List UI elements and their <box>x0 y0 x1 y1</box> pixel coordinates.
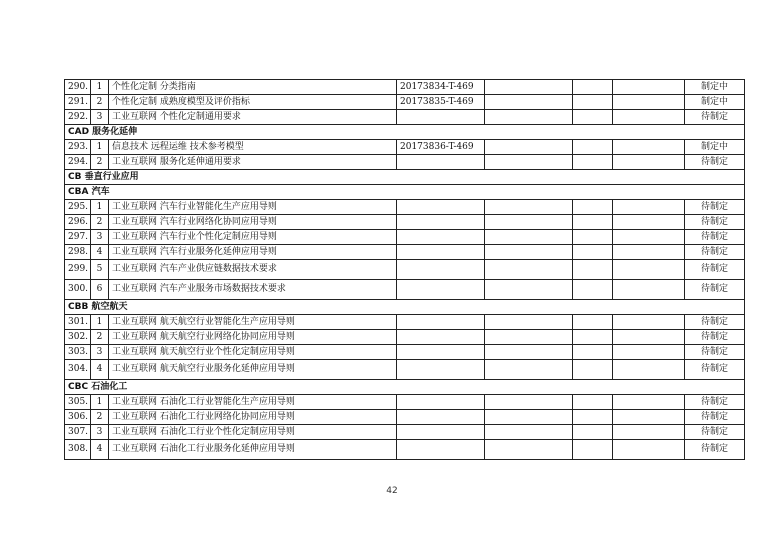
sub-number-cell: 4 <box>91 245 109 260</box>
status-cell: 待制定 <box>685 410 745 425</box>
blank-cell <box>485 155 573 170</box>
blank-cell <box>573 395 613 410</box>
table-row <box>65 345 745 360</box>
status-cell: 待制定 <box>685 110 745 125</box>
serial-number-cell: 295. <box>65 200 91 215</box>
blank-cell <box>573 140 613 155</box>
sub-number-cell: 6 <box>91 280 109 300</box>
serial-number-cell: 293. <box>65 140 91 155</box>
plan-number-cell <box>397 215 485 230</box>
blank-cell <box>613 315 685 330</box>
serial-number-cell: 307. <box>65 425 91 440</box>
blank-cell <box>573 200 613 215</box>
standard-name-cell: 工业互联网 石油化工行业个性化定制应用导则 <box>109 425 397 440</box>
sub-number-cell: 3 <box>91 230 109 245</box>
blank-cell <box>613 215 685 230</box>
table-row <box>65 245 745 260</box>
blank-cell <box>573 155 613 170</box>
table-row <box>65 140 745 155</box>
section-header-row <box>65 185 745 200</box>
status-cell: 待制定 <box>685 315 745 330</box>
section-title: CBC 石油化工 <box>65 380 745 395</box>
blank-cell <box>613 395 685 410</box>
blank-cell <box>573 230 613 245</box>
standard-name-cell: 工业互联网 航天航空行业个性化定制应用导则 <box>109 345 397 360</box>
standard-name-cell: 个性化定制 成熟度模型及评价指标 <box>109 95 397 110</box>
status-cell: 待制定 <box>685 395 745 410</box>
blank-cell <box>613 280 685 300</box>
sub-number-cell: 3 <box>91 425 109 440</box>
serial-number-cell: 304. <box>65 360 91 380</box>
section-title: CBB 航空航天 <box>65 300 745 315</box>
blank-cell <box>485 260 573 280</box>
serial-number-cell: 300. <box>65 280 91 300</box>
standard-name-cell: 工业互联网 个性化定制通用要求 <box>109 110 397 125</box>
blank-cell <box>485 440 573 460</box>
sub-number-cell: 2 <box>91 330 109 345</box>
table-row <box>65 230 745 245</box>
section-title: CBA 汽车 <box>65 185 745 200</box>
table-row <box>65 330 745 345</box>
standard-name-cell: 工业互联网 石油化工行业智能化生产应用导则 <box>109 395 397 410</box>
serial-number-cell: 299. <box>65 260 91 280</box>
standard-name-cell: 工业互联网 石油化工行业服务化延伸应用导则 <box>109 440 397 460</box>
table-row <box>65 440 745 460</box>
standard-name-cell: 工业互联网 航天航空行业网络化协同应用导则 <box>109 330 397 345</box>
serial-number-cell: 296. <box>65 215 91 230</box>
blank-cell <box>613 95 685 110</box>
standard-name-cell: 工业互联网 汽车行业智能化生产应用导则 <box>109 200 397 215</box>
status-cell: 制定中 <box>685 140 745 155</box>
serial-number-cell: 291. <box>65 95 91 110</box>
section-header-row <box>65 170 745 185</box>
table-row <box>65 260 745 280</box>
plan-number-cell <box>397 410 485 425</box>
section-title: CAD 服务化延伸 <box>65 125 745 140</box>
standard-name-cell: 工业互联网 汽车产业服务市场数据技术要求 <box>109 280 397 300</box>
status-cell: 待制定 <box>685 200 745 215</box>
serial-number-cell: 292. <box>65 110 91 125</box>
blank-cell <box>573 315 613 330</box>
section-header-row <box>65 300 745 315</box>
status-cell: 待制定 <box>685 230 745 245</box>
plan-number-cell <box>397 315 485 330</box>
plan-number-cell <box>397 200 485 215</box>
status-cell: 待制定 <box>685 215 745 230</box>
status-cell: 待制定 <box>685 260 745 280</box>
sub-number-cell: 1 <box>91 315 109 330</box>
page-number: 42 <box>386 486 398 496</box>
status-cell: 待制定 <box>685 155 745 170</box>
sub-number-cell: 1 <box>91 140 109 155</box>
blank-cell <box>573 345 613 360</box>
blank-cell <box>573 410 613 425</box>
status-cell: 制定中 <box>685 95 745 110</box>
standard-name-cell: 工业互联网 汽车行业服务化延伸应用导则 <box>109 245 397 260</box>
serial-number-cell: 308. <box>65 440 91 460</box>
plan-number-cell <box>397 395 485 410</box>
table-body <box>65 80 745 460</box>
section-title: CB 垂直行业应用 <box>65 170 745 185</box>
plan-number-cell <box>397 330 485 345</box>
blank-cell <box>613 230 685 245</box>
table-row <box>65 110 745 125</box>
blank-cell <box>485 110 573 125</box>
table-row <box>65 215 745 230</box>
blank-cell <box>573 110 613 125</box>
status-cell: 待制定 <box>685 245 745 260</box>
plan-number-cell <box>397 155 485 170</box>
table-row <box>65 360 745 380</box>
blank-cell <box>485 200 573 215</box>
serial-number-cell: 298. <box>65 245 91 260</box>
blank-cell <box>485 410 573 425</box>
table-row <box>65 80 745 95</box>
serial-number-cell: 306. <box>65 410 91 425</box>
standard-name-cell: 工业互联网 服务化延伸通用要求 <box>109 155 397 170</box>
plan-number-cell <box>397 440 485 460</box>
blank-cell <box>485 315 573 330</box>
blank-cell <box>613 410 685 425</box>
status-cell: 制定中 <box>685 80 745 95</box>
table-row <box>65 315 745 330</box>
sub-number-cell: 2 <box>91 95 109 110</box>
blank-cell <box>573 245 613 260</box>
blank-cell <box>485 425 573 440</box>
blank-cell <box>613 80 685 95</box>
sub-number-cell: 3 <box>91 345 109 360</box>
sub-number-cell: 1 <box>91 80 109 95</box>
plan-number-cell <box>397 345 485 360</box>
plan-number-cell: 20173835-T-469 <box>397 95 485 110</box>
blank-cell <box>613 155 685 170</box>
plan-number-cell <box>397 360 485 380</box>
serial-number-cell: 301. <box>65 315 91 330</box>
serial-number-cell: 297. <box>65 230 91 245</box>
sub-number-cell: 4 <box>91 440 109 460</box>
blank-cell <box>613 110 685 125</box>
table-row <box>65 425 745 440</box>
sub-number-cell: 2 <box>91 155 109 170</box>
table-row <box>65 200 745 215</box>
blank-cell <box>573 330 613 345</box>
standard-name-cell: 工业互联网 汽车行业个性化定制应用导则 <box>109 230 397 245</box>
blank-cell <box>613 360 685 380</box>
plan-number-cell: 20173834-T-469 <box>397 80 485 95</box>
plan-number-cell <box>397 425 485 440</box>
plan-number-cell <box>397 260 485 280</box>
section-header-row <box>65 380 745 395</box>
blank-cell <box>485 330 573 345</box>
standards-table <box>64 79 745 460</box>
blank-cell <box>613 140 685 155</box>
table-row <box>65 95 745 110</box>
blank-cell <box>613 245 685 260</box>
blank-cell <box>485 80 573 95</box>
standard-name-cell: 工业互联网 汽车行业网络化协同应用导则 <box>109 215 397 230</box>
status-cell: 待制定 <box>685 425 745 440</box>
table-row <box>65 155 745 170</box>
section-header-row <box>65 125 745 140</box>
blank-cell <box>485 360 573 380</box>
standard-name-cell: 工业互联网 汽车产业供应链数据技术要求 <box>109 260 397 280</box>
blank-cell <box>613 260 685 280</box>
sub-number-cell: 4 <box>91 360 109 380</box>
standard-name-cell: 工业互联网 航天航空行业服务化延伸应用导则 <box>109 360 397 380</box>
blank-cell <box>573 360 613 380</box>
sub-number-cell: 2 <box>91 410 109 425</box>
plan-number-cell <box>397 230 485 245</box>
sub-number-cell: 2 <box>91 215 109 230</box>
sub-number-cell: 1 <box>91 395 109 410</box>
table-row <box>65 280 745 300</box>
blank-cell <box>573 215 613 230</box>
status-cell: 待制定 <box>685 440 745 460</box>
standard-name-cell: 信息技术 远程运维 技术参考模型 <box>109 140 397 155</box>
serial-number-cell: 305. <box>65 395 91 410</box>
sub-number-cell: 1 <box>91 200 109 215</box>
blank-cell <box>485 230 573 245</box>
blank-cell <box>573 440 613 460</box>
sub-number-cell: 5 <box>91 260 109 280</box>
blank-cell <box>613 330 685 345</box>
standard-name-cell: 工业互联网 石油化工行业网络化协同应用导则 <box>109 410 397 425</box>
standard-name-cell: 工业互联网 航天航空行业智能化生产应用导则 <box>109 315 397 330</box>
status-cell: 待制定 <box>685 280 745 300</box>
serial-number-cell: 294. <box>65 155 91 170</box>
blank-cell <box>485 280 573 300</box>
blank-cell <box>573 95 613 110</box>
serial-number-cell: 290. <box>65 80 91 95</box>
blank-cell <box>573 280 613 300</box>
blank-cell <box>613 440 685 460</box>
plan-number-cell: 20173836-T-469 <box>397 140 485 155</box>
blank-cell <box>613 200 685 215</box>
table-row <box>65 410 745 425</box>
table-row <box>65 395 745 410</box>
blank-cell <box>485 345 573 360</box>
plan-number-cell <box>397 110 485 125</box>
status-cell: 待制定 <box>685 330 745 345</box>
blank-cell <box>485 95 573 110</box>
blank-cell <box>573 80 613 95</box>
blank-cell <box>485 395 573 410</box>
standard-name-cell: 个性化定制 分类指南 <box>109 80 397 95</box>
blank-cell <box>573 260 613 280</box>
status-cell: 待制定 <box>685 345 745 360</box>
blank-cell <box>485 140 573 155</box>
plan-number-cell <box>397 280 485 300</box>
serial-number-cell: 302. <box>65 330 91 345</box>
serial-number-cell: 303. <box>65 345 91 360</box>
plan-number-cell <box>397 245 485 260</box>
blank-cell <box>613 425 685 440</box>
blank-cell <box>485 245 573 260</box>
blank-cell <box>485 215 573 230</box>
blank-cell <box>573 425 613 440</box>
blank-cell <box>613 345 685 360</box>
status-cell: 待制定 <box>685 360 745 380</box>
sub-number-cell: 3 <box>91 110 109 125</box>
